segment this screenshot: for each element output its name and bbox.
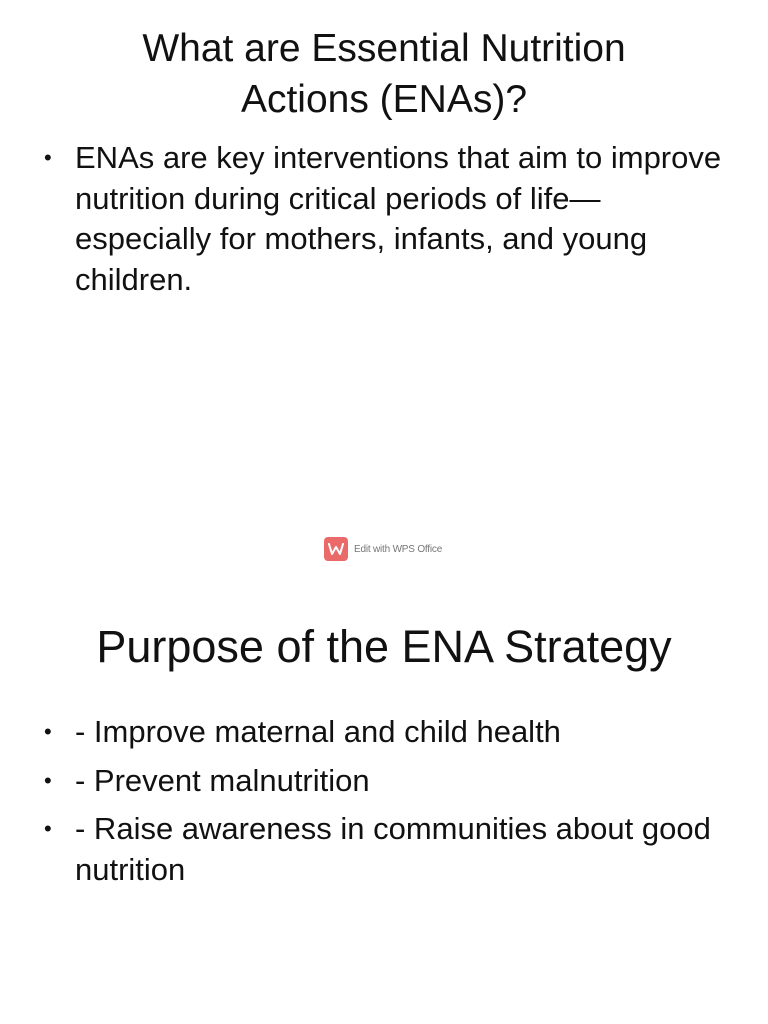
- bullet-item: [0, 809, 768, 890]
- bullet-item: [0, 761, 768, 802]
- slide-1-title: [0, 23, 768, 125]
- wps-watermark-text: Edit with WPS Office: [354, 543, 443, 555]
- slide-1-bullet-list: [0, 138, 768, 300]
- slide-2-title: Purpose of the ENA Strategy: [96, 621, 672, 672]
- slide-2: [0, 512, 768, 1024]
- bullet-marker: •: [44, 719, 52, 744]
- slide-1-title-line-1: What are Essential Nutrition: [142, 27, 626, 70]
- slide-2-bullet-list: [0, 712, 768, 898]
- bullet-marker: •: [44, 145, 52, 170]
- bullet-marker: •: [44, 816, 52, 841]
- bullet-item: [0, 712, 768, 753]
- bullet-text: - Raise awareness in communities about good nutrition: [75, 811, 711, 887]
- slide-1-title-line-2: Actions (ENAs)?: [240, 78, 528, 121]
- bullet-text: - Prevent malnutrition: [75, 762, 370, 798]
- bullet-marker: •: [44, 767, 52, 793]
- bullet-text: - Improve maternal and child health: [75, 714, 561, 749]
- bullet-item: [0, 138, 768, 300]
- bullet-text: ENAs are key interventions that aim to improve nutrition during critical periods of life—especially for mothers, infants, and young children.: [75, 140, 722, 297]
